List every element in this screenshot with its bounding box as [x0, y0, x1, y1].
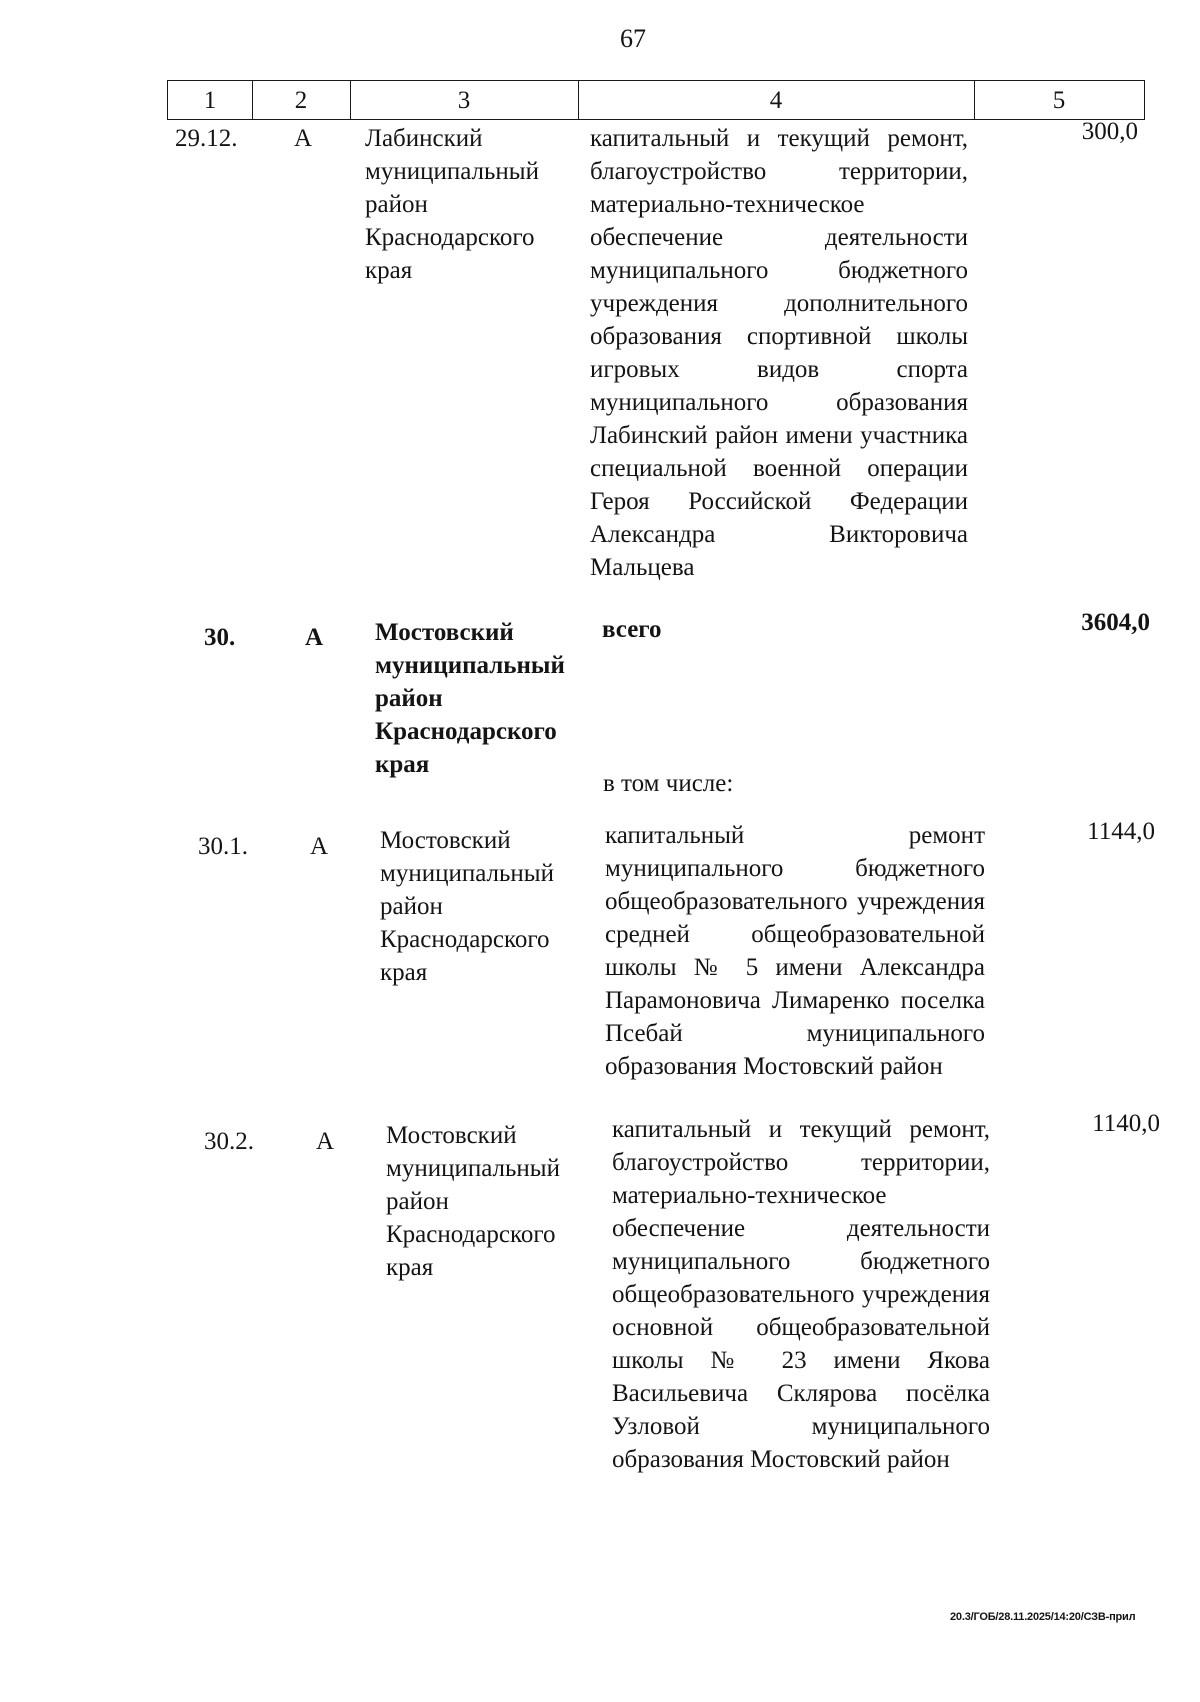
- row-recipient: Мостовский муниципальный район Краснодарского края: [380, 827, 554, 986]
- row-category: А: [316, 1128, 335, 1155]
- section-subheader: в том числе:: [603, 770, 734, 797]
- row-description: капитальный ремонт муниципального бюджетного общеобразовательного учреждения средней общеобразовательной школы № 5 имени Александра Парамоновича Лимаренко поселка Псебай муниципального образования Мостовский район: [605, 822, 985, 1080]
- row-description: капитальный и текущий ремонт, благоустройство территории, материально-техническое обеспечение деятельности муниципального бюджетного общеобразовательного учреждения основной общеобразовательной школы № 23 имени Якова Васильевича Склярова посёлка Узловой муниципального образования Мостовский район: [612, 1116, 990, 1473]
- row-recipient: Мостовский муниципальный район Краснодарского края: [386, 1122, 560, 1281]
- column-header-2: 2: [294, 87, 308, 114]
- row-recipient: Мостовский муниципальный район Краснодарского края: [375, 619, 565, 778]
- row-amount: 1144,0: [1087, 818, 1155, 845]
- row-category: А: [305, 624, 324, 651]
- row-category: А: [310, 833, 329, 860]
- row-number: 30.1.: [198, 833, 248, 860]
- row-number: 30.2.: [204, 1128, 254, 1155]
- column-header-1: 1: [203, 87, 217, 114]
- row-number: 29.12.: [175, 125, 238, 152]
- row-amount: 300,0: [1081, 118, 1138, 145]
- row-amount: 1140,0: [1092, 1110, 1160, 1137]
- row-recipient: Лабинский муниципальный район Краснодарского края: [365, 125, 539, 284]
- row-number: 30.: [204, 624, 236, 651]
- table-header: [167, 80, 1145, 120]
- row-description: всего: [602, 616, 662, 643]
- column-header-3: 3: [457, 87, 471, 114]
- document-footer-code: 20.3/ГОБ/28.11.2025/14:20/СЗВ-прил: [950, 1611, 1136, 1623]
- column-header-4: 4: [769, 87, 783, 114]
- page-number: 67: [620, 24, 646, 53]
- column-header-5: 5: [1052, 87, 1066, 114]
- row-amount: 3604,0: [1081, 609, 1150, 636]
- row-category: А: [294, 125, 313, 152]
- row-description: капитальный и текущий ремонт, благоустройство территории, материально-техническое обеспечение деятельности муниципального бюджетного учреждения дополнительного образования спортивной школы игровых видов спорта муниципального образования Лабинский район имени участника специальной военной операции Героя Российской Федерации Александра Викторовича Мальцева: [590, 125, 968, 581]
